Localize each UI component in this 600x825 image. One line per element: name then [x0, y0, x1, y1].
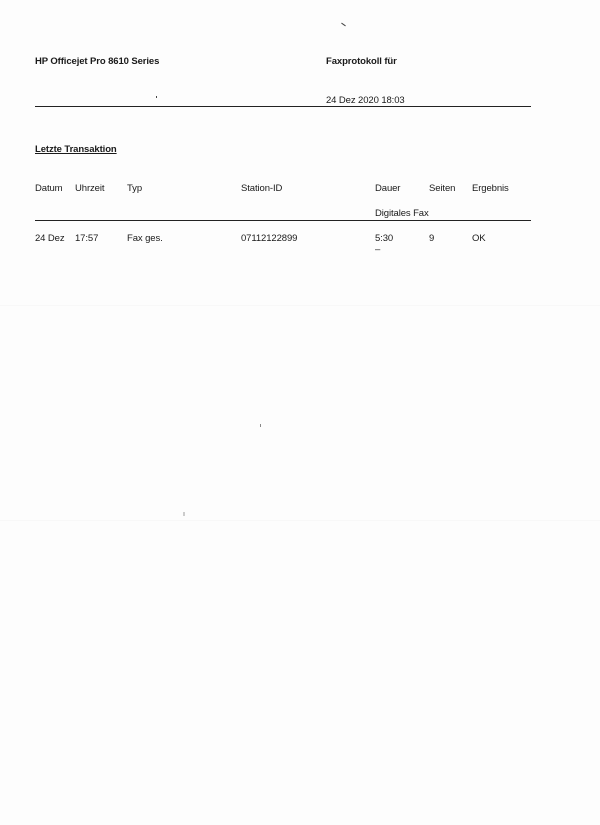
scan-artifact	[0, 520, 600, 521]
header-divider	[35, 106, 531, 107]
cell-station-id: 07112122899	[241, 233, 298, 244]
cell-seiten: 9	[429, 233, 435, 244]
column-header-station-id: Station-ID	[241, 183, 283, 194]
scan-speck	[183, 512, 185, 516]
cell-uhrzeit: 17:57	[75, 233, 99, 244]
scan-speck	[260, 424, 261, 427]
column-header-typ: Typ	[127, 183, 143, 194]
column-header-seiten: Seiten	[429, 183, 456, 194]
cell-dauer: 5:30	[375, 233, 394, 244]
column-header-ergebnis: Ergebnis	[472, 183, 509, 194]
scan-speck	[156, 96, 157, 98]
report-title: Faxprotokoll für	[326, 56, 397, 67]
cell-ergebnis: OK	[472, 233, 486, 244]
device-name: HP Officejet Pro 8610 Series	[35, 56, 160, 67]
scan-speck	[341, 23, 346, 27]
column-header-datum: Datum	[35, 183, 63, 194]
section-title: Letzte Transaktion	[35, 144, 117, 155]
scan-artifact	[0, 305, 600, 306]
table-divider	[35, 220, 531, 221]
column-header-dauer: Dauer	[375, 183, 401, 194]
table-subheader: Digitales Fax	[375, 208, 429, 219]
column-header-uhrzeit: Uhrzeit	[75, 183, 105, 194]
cell-dauer-note: –	[375, 244, 381, 255]
cell-datum: 24 Dez	[35, 233, 65, 244]
report-date-time: 24 Dez 2020 18:03	[326, 95, 405, 106]
cell-typ: Fax ges.	[127, 233, 163, 244]
